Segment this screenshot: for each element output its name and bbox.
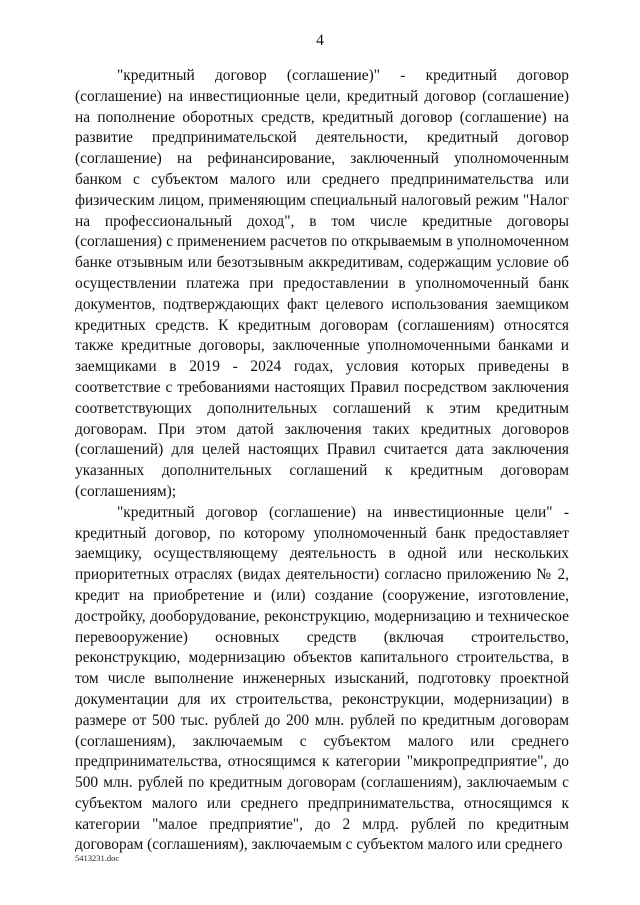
paragraph-investment-credit-definition: "кредитный договор (соглашение) на инвестиционные цели" - кредитный договор, по которому уполномоченный банк предоставляет заемщику, осуществляющему деятельность в одной или нескольких приоритетных отраслях (видах деятельности) согласно приложению № 2, кредит на приобретение и (или) создание (сооружение, изготовление, достройку, дооборудование, реконструкцию, модернизацию и техническое перевооружение) основных средств (включая строительство, реконструкцию, модернизацию объектов капитального строительства, в том числе выполнение инженерных изысканий, подготовку проектной документации для их строительства, реконструкции, модернизации) в размере от 500 тыс. рублей до 200 млн. рублей по кредитным договорам (соглашениям), заключаемым с субъектом малого или среднего предпринимательства, относящимся к категории "микропредприятие", до 500 млн. рублей по кредитным договорам (соглашениям), заключаемым с субъектом малого или среднего предпринимательства, относящимся к категории "малое предприятие", до 2 млрд. рублей по кредитным договорам (соглашениям), заключаемым с субъектом малого или среднего — [75, 503, 569, 854]
document-body — [75, 66, 569, 856]
document-file-id: 5413231.doc — [75, 853, 120, 863]
paragraph-credit-agreement-definition: "кредитный договор (соглашение)" - кредитный договор (соглашение) на инвестиционные цели, кредитный договор (соглашение) на пополнение оборотных средств, кредитный договор (соглашение) на развитие предпринимательской деятельности, кредитный договор (соглашение) на рефинансирование, заключенный уполномоченным банком с субъектом малого или среднего предпринимательства или физическим лицом, применяющим специальный налоговый режим "Налог на профессиональный доход", в том числе кредитные договоры (соглашения) с применением расчетов по открываемым в уполномоченном банке отзывным или безотзывным аккредитивам, содержащим условие об осуществлении платежа при предоставлении в уполномоченный банк документов, подтверждающих факт целевого использования заемщиком кредитных средств. К кредитным договорам (соглашениям) относятся также кредитные договоры, заключенные уполномоченными банками и заемщиками в 2019 - 2024 годах, условия которых приведены в соответствие с требованиями настоящих Правил посредством заключения соответствующих дополнительных соглашений к этим кредитным договорам. При этом датой заключения таких кредитных договоров (соглашений) для целей настоящих Правил считается дата заключения указанных дополнительных соглашений к кредитным договорам (соглашениям); — [75, 67, 569, 500]
page-number: 4 — [316, 32, 324, 49]
